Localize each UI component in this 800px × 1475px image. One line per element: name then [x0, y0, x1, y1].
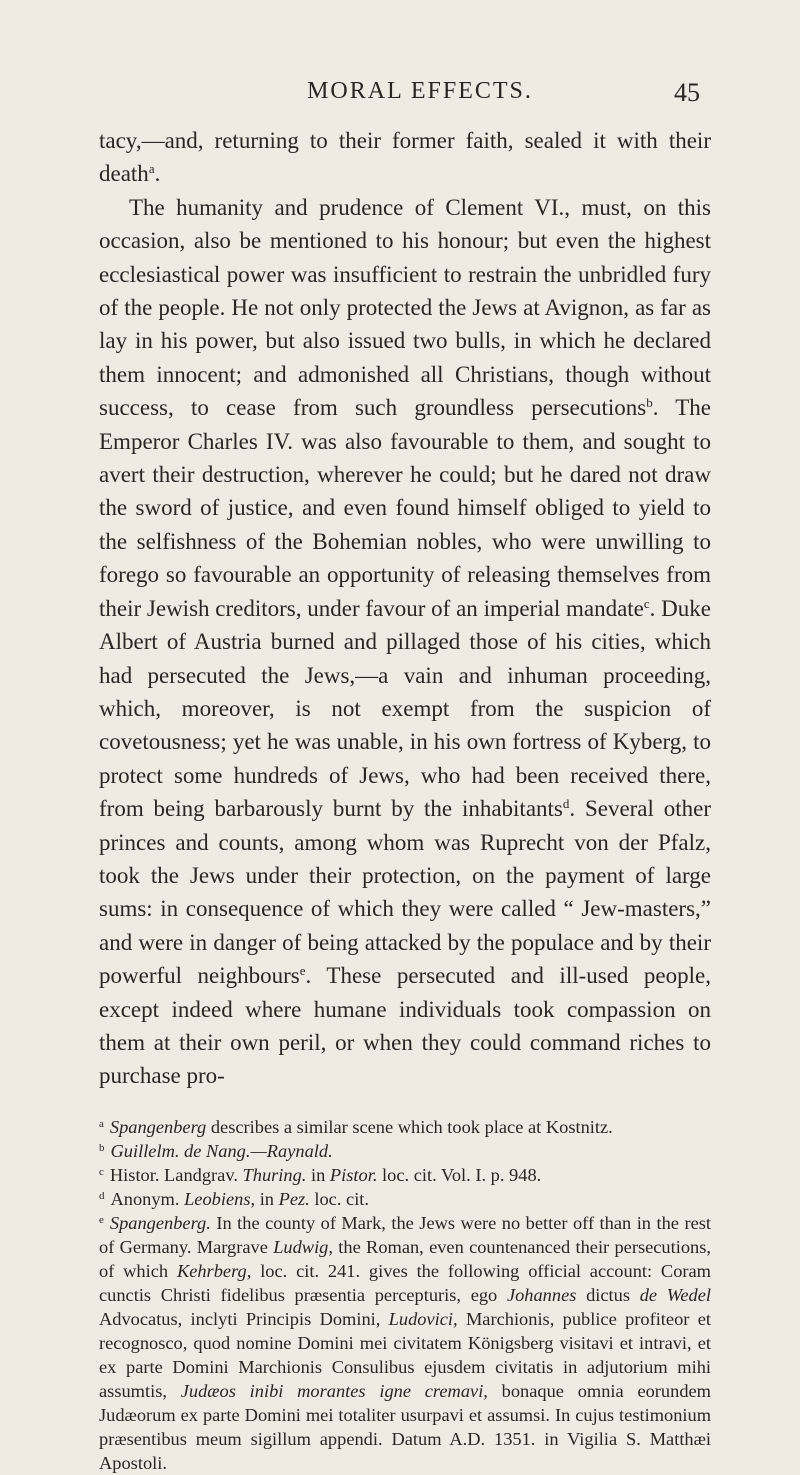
footnote-ref: e [299, 963, 306, 979]
footnote-name: Johannes [506, 1285, 577, 1305]
paragraph [99, 124, 711, 191]
paragraph-text: . Several other princes and counts, among whom was Ruprecht von der Pfalz, took the Jews under their protection, on the payment of large sums: in consequence of which they were called “ Jew-masters,” and were in danger of being attacked by the populace and by their powerful neighbours [99, 796, 711, 989]
footnote-text: loc. cit. 241. gives the following official account: Coram cunctis Christi fidelibus præsentia percepturis, ego [99, 1261, 711, 1305]
footnote-ref: b [646, 395, 653, 411]
footnote-source: Thuring. [242, 1165, 307, 1185]
footnote-name: Ludovici, [388, 1309, 458, 1329]
footnotes [99, 1115, 711, 1475]
footnote-ref: a [148, 161, 155, 177]
footnote-name: Ludwig, [273, 1237, 333, 1257]
footnote-text: loc. cit. Vol. I. p. 948. [377, 1165, 542, 1185]
footnote-mark: a [99, 1118, 104, 1130]
footnote-ref: c [643, 595, 650, 611]
footnote-text: Histor. Landgrav. [109, 1165, 243, 1185]
footnote-mark: d [99, 1190, 105, 1202]
footnote-source: Spangenberg. [109, 1213, 211, 1233]
footnote-c [99, 1163, 711, 1187]
footnote-name: de Wedel [639, 1285, 712, 1305]
body-text [99, 124, 711, 1093]
footnote-text: bonaque omnia eorundem Judæorum ex parte Domini mei totaliter usurpavi et assumsi. In cujus testimonium præsentibus meum sigillum appendi. Datum A.D. 1351. in Vigilia S. Matthæi Apostoli. [99, 1381, 711, 1473]
footnote-name: Kehrberg, [176, 1261, 252, 1281]
paragraph-text: tacy,—and, returning to their former faith, sealed it with their death [99, 128, 711, 187]
footnote-e [99, 1211, 711, 1475]
footnote-text: Advocatus, inclyti Principis Domini, [99, 1309, 389, 1329]
paragraph-text: . These persecuted and ill-used people, except indeed where humane individuals took compassion on them at their own peril, or when they could command riches to purchase pro- [99, 963, 711, 1089]
paragraph-text: . Duke Albert of Austria burned and pillaged those of his cities, which had persecuted the Jews,—a vain and inhuman proceeding, which, moreover, is not exempt from the suspicion of covetousness; yet he was unable, in his own fortress of Kyberg, to protect some hundreds of Jews, who had been received there, from being barbarously burnt by the inhabitants [99, 595, 712, 822]
paragraph [99, 191, 711, 1093]
footnote-text: in [255, 1189, 279, 1209]
footnote-text: dictus [576, 1285, 640, 1305]
footnote-text: the Roman, even countenanced their persecutions, of which [99, 1237, 711, 1281]
running-head: MORAL EFFECTS. [307, 78, 533, 104]
footnote-text: describes a similar scene which took place at Kostnitz. [206, 1117, 613, 1137]
paragraph-text: . [154, 161, 161, 187]
footnote-mark: e [99, 1214, 104, 1226]
footnote-d [99, 1187, 711, 1211]
page-number: 45 [674, 78, 700, 107]
paragraph-text: The humanity and prudence of Clement VI., must, on this occasion, also be mentioned to his honour; but even the highest ecclesiastical power was insufficient to restrain the unbridled fury of the people. He not only protected the Jews at Avignon, as far as lay in his power, but also issued two bulls, in which he declared them innocent; and admonished all Christians, though without success, to cease from such groundless persecutions [99, 194, 711, 421]
footnote-text: Marchionis, publice profiteor et recognosco, quod nomine Domini mei civitatem Königsberg visitavi et intravi, et ex parte Domini Marchionis Consulibus ejusdem civitatis in adjutorium mihi assumtis, [99, 1309, 711, 1401]
footnote-mark: c [99, 1166, 104, 1178]
footnote-text: Anonym. [110, 1189, 185, 1209]
footnote-b [99, 1139, 711, 1163]
paragraph-text: . The Emperor Charles IV. was also favourable to them, and sought to avert their destruction, wherever he could; but he dared not draw the sword of justice, and even found himself obliged to yield to the selfishness of the Bohemian nobles, who were unwilling to forego so favourable an opportunity of releasing themselves from their Jewish creditors, under favour of an imperial mandate [99, 395, 711, 621]
footnote-source: Leobiens, [184, 1189, 256, 1209]
footnote-mark: b [99, 1142, 105, 1154]
footnote-source: Guillelm. de Nang.—Raynald. [110, 1141, 333, 1161]
footnote-source: Pistor. [329, 1165, 378, 1185]
footnote-text: loc. cit. [309, 1189, 370, 1209]
footnote-source: Spangenberg [109, 1117, 207, 1137]
footnote-text: In the county of Mark, the Jews were no better off than in the rest of Germany. Margrave [99, 1213, 711, 1257]
page-header [0, 78, 800, 110]
footnote-a [99, 1115, 711, 1139]
footnote-name: Judæos inibi morantes igne cremavi, [180, 1381, 488, 1401]
footnote-text: in [306, 1165, 330, 1185]
footnote-source: Pez. [278, 1189, 310, 1209]
footnote-ref: d [562, 796, 570, 812]
